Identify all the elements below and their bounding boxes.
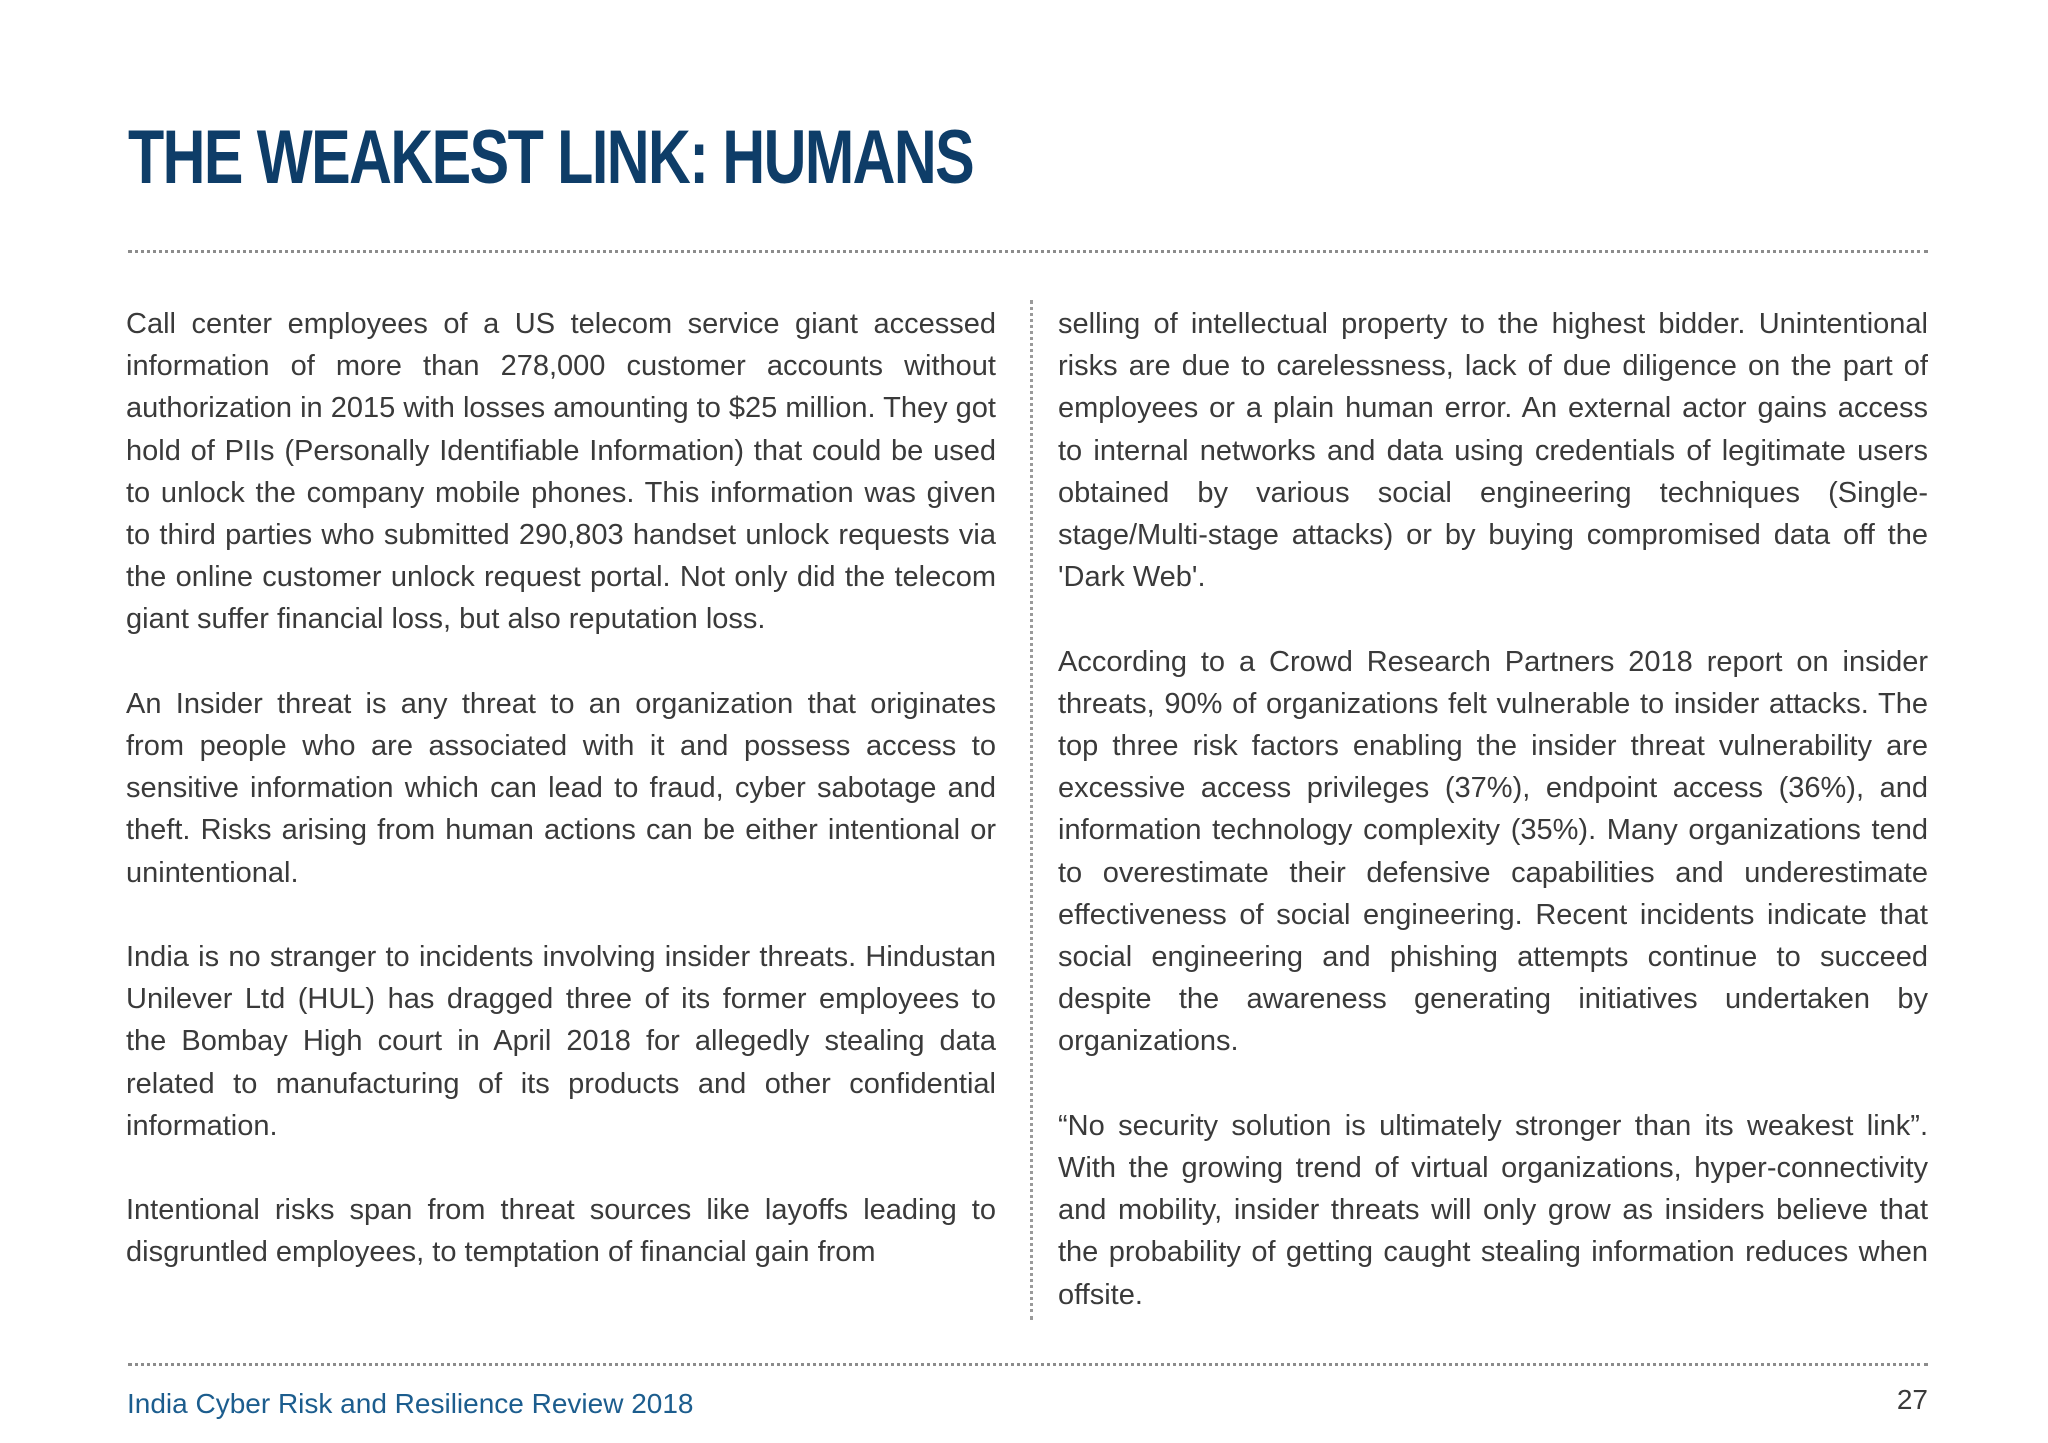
column-dotted-divider bbox=[1030, 300, 1033, 1320]
page-number: 27 bbox=[1896, 1384, 1928, 1415]
right-text-column bbox=[1058, 303, 1928, 1316]
paragraph-unintentional-risks: selling of intellectual property to the highest bidder. Unintentional risks are due to carelessness, lack of due diligence on the part of employees or a plain human error. An external actor gains access to internal networks and data using credentials of legitimate users obtained by various social engineering techniques (Single-stage/Multi-stage attacks) or by buying compromised data off the 'Dark Web'. bbox=[1058, 308, 1928, 594]
paragraph-call-center-incident: Call center employees of a US telecom service giant accessed information of more than 278,000 customer accounts without authorization in 2015 with losses amounting to $25 million. They got hold of PIIs (Personally Identifiable Information) that could be used to unlock the company mobile phones. This information was given to third parties who submitted 290,803 handset unlock requests via the online customer unlock request portal. Not only did the telecom giant suffer financial loss, but also reputation loss. bbox=[126, 308, 996, 636]
bottom-dotted-divider bbox=[128, 1363, 1928, 1366]
paragraph-weakest-link-quote: “No security solution is ultimately stronger than its weakest link”. With the growing trend of virtual organizations, hyper-connectivity and mobility, insider threats will only grow as insiders believe that the probability of getting caught stealing information reduces when offsite. bbox=[1058, 1109, 1928, 1311]
paragraph-crowd-research-report: According to a Crowd Research Partners 2018 report on insider threats, 90% of organizations felt vulnerable to insider attacks. The top three risk factors enabling the insider threat vulnerability are excessive access privileges (37%), endpoint access (36%), and information technology complexity (35%). Many organizations tend to overestimate their defensive capabilities and underestimate effectiveness of social engineering. Recent incidents indicate that social engineering and phishing attempts continue to succeed despite the awareness generating initiatives undertaken by organizations. bbox=[1058, 645, 1928, 1058]
page-title: THE WEAKEST LINK: HUMANS bbox=[128, 115, 974, 200]
paragraph-intentional-risks: Intentional risks span from threat sources like layoffs leading to disgruntled employees, to temptation of financial gain from bbox=[126, 1194, 996, 1269]
paragraph-insider-threat-definition: An Insider threat is any threat to an organization that originates from people who are associated with it and possess access to sensitive information which can lead to fraud, cyber sabotage and theft. Risks arising from human actions can be either intentional or unintentional. bbox=[126, 687, 996, 889]
paragraph-india-insider-incidents: India is no stranger to incidents involving insider threats. Hindustan Unilever Ltd (HUL) has dragged three of its former employees to the Bombay High court in April 2018 for allegedly stealing data related to manufacturing of its products and other confidential information. bbox=[126, 941, 996, 1142]
top-dotted-divider bbox=[128, 250, 1928, 253]
footer-publication-title: India Cyber Risk and Resilience Review 2018 bbox=[127, 1388, 694, 1419]
left-text-column bbox=[126, 303, 996, 1274]
